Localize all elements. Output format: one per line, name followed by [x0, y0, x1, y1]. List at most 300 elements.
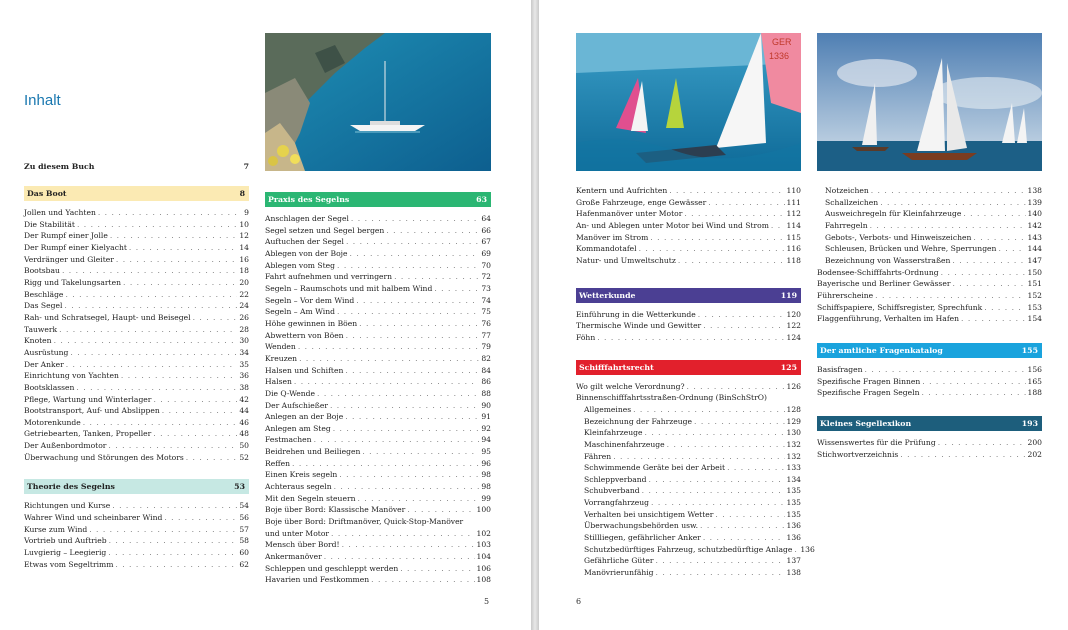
toc-entry-page: 152 [1027, 290, 1042, 300]
toc-intro-entry[interactable] [24, 162, 249, 171]
toc-entry-title: Boje über Bord: Driftmanöver, Quick-Stop-Manöver [265, 517, 464, 527]
section-entries [576, 309, 801, 344]
toc-entry[interactable] [817, 243, 1042, 255]
toc-entry-title: Wenden [265, 342, 296, 352]
toc-entry-title: Manövrierunfähig [584, 568, 654, 578]
toc-entry[interactable] [817, 302, 1042, 314]
dot-leader [64, 300, 237, 312]
toc-entry-title: Notzeichen [825, 186, 869, 195]
toc-entry[interactable] [24, 312, 249, 324]
toc-entry-page: 92 [481, 423, 491, 433]
toc-entry[interactable] [265, 271, 491, 283]
toc-column-4 [817, 185, 1042, 460]
toc-entry-title: Bootsbau [24, 266, 60, 276]
dot-leader [727, 462, 784, 474]
toc-entry-page: 69 [481, 248, 491, 258]
toc-entry[interactable] [24, 500, 249, 512]
section-title: Schifffahrtsrecht [579, 362, 654, 372]
toc-entry[interactable] [817, 376, 1042, 388]
dot-leader [108, 440, 237, 452]
dot-leader [292, 458, 479, 470]
toc-entry[interactable] [576, 439, 801, 451]
toc-entry[interactable] [24, 559, 249, 571]
toc-entry-page: 86 [481, 377, 491, 387]
toc-entry-page: 130 [786, 428, 801, 438]
toc-entry[interactable] [24, 347, 249, 359]
toc-entry-title: Der Rumpf einer Kielyacht [24, 242, 127, 252]
toc-entry[interactable] [817, 290, 1042, 302]
toc-entry[interactable] [24, 535, 249, 547]
section-page: 125 [780, 362, 797, 372]
toc-entry-page: 60 [239, 548, 249, 558]
toc-entry-title: Anlegen am Steg [265, 423, 331, 433]
toc-entry-title: Richtungen und Kurse [24, 501, 111, 511]
toc-entry[interactable] [24, 242, 249, 254]
toc-entry-page: 139 [1027, 197, 1042, 207]
toc-entry[interactable] [24, 524, 249, 536]
dot-leader [386, 225, 479, 237]
toc-entry[interactable] [24, 254, 249, 266]
toc-entry-page: 57 [239, 524, 249, 534]
toc-entry[interactable] [576, 416, 801, 428]
toc-entry-title: Auftuchen der Segel [265, 237, 344, 247]
toc-entry[interactable] [817, 255, 1042, 267]
section-entries [817, 185, 1042, 325]
toc-entry[interactable] [576, 220, 801, 232]
toc-entry-title: Gefährliche Güter [584, 556, 654, 566]
toc-entry-title: Ablegen von der Boje [265, 248, 348, 258]
dot-leader [639, 243, 785, 255]
toc-entry-page: 77 [481, 330, 491, 340]
toc-entry[interactable] [265, 341, 491, 353]
toc-entry-page: 26 [239, 312, 249, 322]
toc-entry[interactable] [576, 485, 801, 497]
dot-leader [331, 528, 474, 540]
dot-leader [294, 376, 479, 388]
toc-entry-page: 88 [481, 388, 491, 398]
toc-entry-title: Schwimmende Geräte bei der Arbeit [584, 463, 726, 473]
toc-entry-title: Maschinenfahrzeuge [584, 439, 665, 449]
toc-entry[interactable] [265, 353, 491, 365]
toc-entry[interactable] [24, 324, 249, 336]
toc-entry-page: 35 [239, 359, 249, 369]
toc-entry[interactable] [576, 532, 801, 544]
dot-leader [116, 254, 237, 266]
toc-entry[interactable] [24, 394, 249, 406]
section-header-segellexikon[interactable] [817, 416, 1042, 431]
toc-entry[interactable] [265, 458, 491, 470]
dot-leader [703, 532, 785, 544]
toc-entry[interactable] [24, 512, 249, 524]
dot-leader [129, 242, 237, 254]
dot-leader [59, 324, 237, 336]
toc-entry-page: 94 [481, 435, 491, 445]
toc-entry[interactable] [576, 404, 801, 416]
dot-leader [342, 539, 475, 551]
toc-entry-title: Schallzeichen [825, 197, 879, 207]
toc-entry-page: 136 [786, 533, 801, 543]
section-title: Wetterkunde [579, 290, 636, 300]
toc-entry-title: Gebots-, Verbots- und Hinweiszeichen [825, 232, 972, 242]
dot-leader [153, 428, 237, 440]
section-page: 119 [780, 290, 797, 300]
toc-entry[interactable] [265, 213, 491, 225]
toc-entry[interactable] [265, 318, 491, 330]
toc-entry-title: Festmachen [265, 435, 312, 445]
toc-entry-title: Wahrer Wind und scheinbarer Wind [24, 513, 163, 523]
dot-leader [83, 417, 238, 429]
book-spine [531, 0, 539, 630]
dot-leader [153, 394, 237, 406]
dot-leader [70, 347, 237, 359]
toc-entry-title: Führerscheine [817, 290, 874, 300]
toc-entry-page: 67 [481, 237, 491, 247]
toc-entry-page: 144 [1027, 244, 1042, 254]
toc-entry[interactable] [24, 452, 249, 464]
dot-leader [998, 243, 1025, 255]
toc-entry[interactable] [576, 232, 801, 244]
dot-leader [921, 387, 1025, 399]
toc-entry-page: 98 [481, 470, 491, 480]
toc-entry[interactable] [576, 243, 801, 255]
dot-leader [356, 295, 479, 307]
toc-entry-title: Flaggenführung, Verhalten im Hafen [817, 314, 960, 324]
section-header-praxis[interactable] [265, 192, 491, 207]
toc-entry-page: 62 [239, 559, 249, 569]
dot-leader [973, 232, 1025, 244]
toc-entry[interactable] [265, 528, 491, 540]
toc-entry-page: 70 [481, 260, 491, 270]
toc-entry[interactable] [24, 230, 249, 242]
section-title: Der amtliche Fragenkatalog [820, 345, 943, 355]
toc-entry-title: Mensch über Bord! [265, 540, 340, 550]
toc-entry-title: Große Fahrzeuge, enge Gewässer [576, 197, 707, 207]
dot-leader [346, 236, 479, 248]
toc-entry-title: Der Anker [24, 359, 64, 369]
section-entries [576, 381, 815, 579]
toc-entry-title: Binnenschifffahrtsstraßen-Ordnung (BinSchStrO) [576, 393, 767, 403]
photo-dinghy-race [576, 33, 801, 171]
toc-entry-page: 114 [786, 220, 801, 230]
dot-leader [667, 439, 785, 451]
toc-entry-page: 91 [481, 412, 491, 422]
toc-entry-title: Einrichtung von Yachten [24, 371, 119, 381]
toc-entry-title: Rah- und Schratsegel, Haupt- und Beisegel [24, 312, 191, 322]
toc-entry-title: Wo gilt welche Verordnung? [576, 381, 685, 391]
toc-entry-title: Segeln – Vor dem Wind [265, 295, 355, 305]
dot-leader [314, 434, 480, 446]
toc-entry[interactable] [576, 497, 801, 509]
dot-leader [333, 423, 480, 435]
toc-entry[interactable] [24, 440, 249, 452]
toc-entry-page: 102 [476, 528, 491, 538]
toc-entry-page: 73 [481, 283, 491, 293]
toc-entry-title: Anlegen an der Boje [265, 412, 344, 422]
dot-leader [694, 416, 784, 428]
toc-entry-title: Anschlagen der Segel [265, 214, 349, 223]
toc-entry-title: Der Aufschießer [265, 400, 328, 410]
section-entries [24, 207, 249, 463]
toc-entry[interactable] [24, 382, 249, 394]
toc-entry[interactable] [265, 225, 491, 237]
dot-leader [922, 376, 1025, 388]
toc-entry-title: Ablegen vom Steg [265, 260, 336, 270]
dot-leader [108, 547, 237, 559]
toc-entry[interactable] [265, 306, 491, 318]
toc-entry[interactable] [817, 267, 1042, 279]
toc-entry[interactable] [576, 392, 801, 404]
toc-entry-title: Kommandotafel [576, 244, 637, 254]
toc-entry[interactable] [24, 405, 249, 417]
toc-entry-title: Bezeichnung von Wasserstraßen [825, 255, 951, 265]
toc-entry[interactable] [265, 434, 491, 446]
toc-entry[interactable] [24, 219, 249, 231]
toc-entry-page: 135 [786, 486, 801, 496]
toc-entry[interactable] [576, 332, 801, 344]
toc-entry-title: Bayerische und Berliner Gewässer [817, 279, 951, 289]
toc-entry[interactable] [576, 520, 801, 532]
toc-entry[interactable] [265, 388, 491, 400]
toc-entry-title: Mit den Segeln steuern [265, 493, 356, 503]
toc-entry[interactable] [24, 547, 249, 559]
toc-entry-title: Beschläge [24, 289, 64, 299]
toc-entry-page: 188 [1027, 388, 1042, 398]
section-header-schifffahrtsrecht[interactable] [576, 360, 801, 375]
toc-entry[interactable] [817, 364, 1042, 376]
toc-entry[interactable] [24, 359, 249, 371]
toc-entry[interactable] [817, 449, 1042, 461]
dot-leader [337, 260, 479, 272]
toc-entry[interactable] [265, 283, 491, 295]
toc-entry[interactable] [576, 208, 801, 220]
toc-entry-page: 104 [476, 552, 491, 562]
toc-entry-title: Die Stabilität [24, 219, 75, 229]
toc-entry[interactable] [265, 481, 491, 493]
toc-entry[interactable] [265, 504, 491, 516]
dot-leader [350, 248, 480, 260]
toc-entry-title: Segeln – Am Wind [265, 307, 335, 317]
dot-leader [110, 230, 237, 242]
toc-entry-title: Ausrüstung [24, 347, 69, 357]
toc-entry-page: 30 [239, 336, 249, 346]
toc-entry-page: 122 [786, 321, 801, 331]
dot-leader [324, 551, 475, 563]
toc-entry[interactable] [265, 423, 491, 435]
toc-entry-page: 84 [481, 365, 491, 375]
toc-entry[interactable] [265, 236, 491, 248]
section-header-theorie[interactable] [24, 479, 249, 494]
toc-entry[interactable] [817, 278, 1042, 290]
toc-entry[interactable] [24, 300, 249, 312]
toc-entry[interactable] [576, 427, 801, 439]
toc-entry-title: Thermische Winde und Gewitter [576, 321, 702, 331]
toc-entry-title: Schleppverband [584, 474, 647, 484]
section-page: 63 [476, 195, 487, 204]
toc-entry[interactable] [24, 289, 249, 301]
toc-entry[interactable] [24, 370, 249, 382]
section-page: 193 [1021, 418, 1038, 428]
toc-entry[interactable] [265, 551, 491, 563]
toc-entry-page: 54 [239, 501, 249, 511]
toc-entry-page: 50 [239, 441, 249, 451]
dot-leader [703, 320, 784, 332]
toc-entry[interactable] [265, 260, 491, 272]
toc-heading: Inhalt [24, 92, 61, 109]
toc-entry[interactable] [24, 207, 249, 219]
toc-entry[interactable] [24, 417, 249, 429]
toc-entry[interactable] [576, 451, 801, 463]
toc-entry-page: 202 [1027, 449, 1042, 459]
toc-entry-title: Halsen und Schiften [265, 365, 344, 375]
toc-entry[interactable] [817, 197, 1042, 209]
toc-entry-title: Vortrieb und Auftrieb [24, 536, 107, 546]
toc-entry[interactable] [576, 320, 801, 332]
dot-leader [330, 400, 479, 412]
dot-leader [362, 446, 479, 458]
section-page: 155 [1021, 345, 1038, 355]
toc-entry-title: Natur- und Umweltschutz [576, 255, 676, 265]
toc-entry[interactable] [576, 567, 801, 579]
toc-entry[interactable] [24, 428, 249, 440]
toc-entry[interactable] [265, 376, 491, 388]
toc-entry-page: 72 [481, 272, 491, 282]
toc-entry-page: 142 [1027, 220, 1042, 230]
section-header-wetterkunde[interactable] [576, 288, 801, 303]
toc-entry-page: 90 [481, 400, 491, 410]
toc-entry[interactable] [817, 387, 1042, 399]
dot-leader [865, 364, 1026, 376]
section-title: Praxis des Segelns [268, 195, 350, 204]
toc-entry[interactable] [817, 185, 1042, 197]
toc-entry[interactable] [576, 381, 801, 393]
toc-entry[interactable] [817, 208, 1042, 220]
page-number: 5 [484, 597, 490, 606]
dot-leader [317, 388, 479, 400]
toc-entry[interactable] [576, 255, 801, 267]
toc-entry-title: Überwachungsbehörden usw. [584, 521, 699, 531]
toc-entry-title: und unter Motor [265, 528, 330, 538]
dot-leader [655, 555, 784, 567]
toc-entry[interactable] [265, 469, 491, 481]
toc-entry-title: Höhe gewinnen in Böen [265, 318, 358, 328]
page-number: 6 [576, 597, 582, 606]
toc-entry[interactable] [576, 555, 801, 567]
toc-entry-title: Knoten [24, 336, 52, 346]
photo-classic-sailboats [817, 33, 1042, 171]
toc-entry-page: 138 [1027, 186, 1042, 195]
dot-leader [434, 283, 479, 295]
dot-leader [112, 500, 237, 512]
toc-entry[interactable] [265, 493, 491, 505]
toc-entry[interactable] [265, 516, 491, 528]
toc-entry[interactable] [265, 400, 491, 412]
toc-entry-title: Der Rumpf einer Jolle [24, 231, 108, 241]
toc-entry-page: 156 [1027, 364, 1042, 374]
dot-leader [687, 381, 785, 393]
section-entries [265, 213, 491, 586]
toc-entry-title: Stichwortverzeichnis [817, 449, 899, 459]
dot-leader [162, 405, 238, 417]
toc-entry-title: Boje über Bord: Klassische Manöver [265, 505, 406, 515]
toc-entry[interactable] [817, 232, 1042, 244]
toc-entry-page: 79 [481, 342, 491, 352]
dot-leader [299, 353, 479, 365]
toc-entry-page: 7 [243, 162, 249, 171]
toc-entry[interactable] [265, 574, 491, 586]
toc-entry[interactable] [265, 446, 491, 458]
toc-entry-title: Motorenkunde [24, 417, 81, 427]
toc-entry[interactable] [817, 437, 1042, 449]
dot-leader [334, 481, 480, 493]
toc-entry-title: Reffen [265, 458, 290, 468]
toc-entry[interactable] [265, 248, 491, 260]
toc-entry-page: 22 [239, 289, 249, 299]
toc-entry[interactable] [817, 313, 1042, 325]
toc-entry-page: 150 [1027, 267, 1042, 277]
toc-entry[interactable] [576, 197, 801, 209]
dot-leader [407, 504, 474, 516]
dot-leader [98, 207, 242, 219]
toc-entry[interactable] [576, 462, 801, 474]
toc-entry-page: 151 [1027, 279, 1042, 289]
toc-entry-title: Spezifische Fragen Binnen [817, 376, 921, 386]
toc-entry-page: 153 [1027, 302, 1042, 312]
toc-entry[interactable] [576, 474, 801, 486]
toc-entry[interactable] [24, 277, 249, 289]
toc-entry[interactable] [576, 309, 801, 321]
toc-entry[interactable] [24, 335, 249, 347]
section-header-das-boot[interactable] [24, 186, 249, 201]
toc-entry-page: 44 [239, 406, 249, 416]
toc-entry-page: 135 [786, 498, 801, 508]
toc-entry[interactable] [576, 185, 801, 197]
dot-leader [394, 271, 479, 283]
toc-entry[interactable] [265, 563, 491, 575]
toc-entry-page: 14 [239, 242, 249, 252]
dot-leader [941, 267, 1026, 279]
dot-leader [351, 213, 479, 225]
toc-entry[interactable] [265, 411, 491, 423]
toc-entry-page: 136 [800, 544, 815, 554]
toc-entry[interactable] [817, 220, 1042, 232]
toc-entry[interactable] [265, 295, 491, 307]
toc-entry-title: Bezeichnung der Fahrzeuge [584, 416, 693, 426]
toc-entry-title: Schiffspapiere, Schiffsregister, Sprechfunk [817, 302, 983, 312]
toc-entry[interactable] [24, 265, 249, 277]
toc-entry-title: Ausweichregeln für Kleinfahrzeuge [825, 209, 962, 219]
toc-entry[interactable] [265, 330, 491, 342]
toc-entry-title: Halsen [265, 377, 292, 387]
section-page: 53 [234, 482, 245, 492]
dot-leader [613, 451, 784, 463]
toc-entry-page: 76 [481, 318, 491, 328]
toc-entry[interactable] [576, 509, 801, 521]
toc-entry[interactable] [265, 365, 491, 377]
dot-leader [345, 411, 479, 423]
toc-entry-page: 133 [786, 463, 801, 473]
dot-leader [794, 544, 798, 556]
dot-leader [651, 497, 784, 509]
dot-leader [656, 567, 785, 579]
toc-column-1 [24, 162, 249, 570]
section-header-fragenkatalog[interactable] [817, 343, 1042, 358]
toc-entry[interactable] [576, 544, 815, 556]
svg-text:GER: GER [772, 37, 792, 47]
toc-entry-page: 10 [239, 219, 249, 229]
toc-entry-page: 124 [786, 332, 801, 342]
toc-entry[interactable] [265, 539, 491, 551]
section-entries [24, 500, 249, 570]
